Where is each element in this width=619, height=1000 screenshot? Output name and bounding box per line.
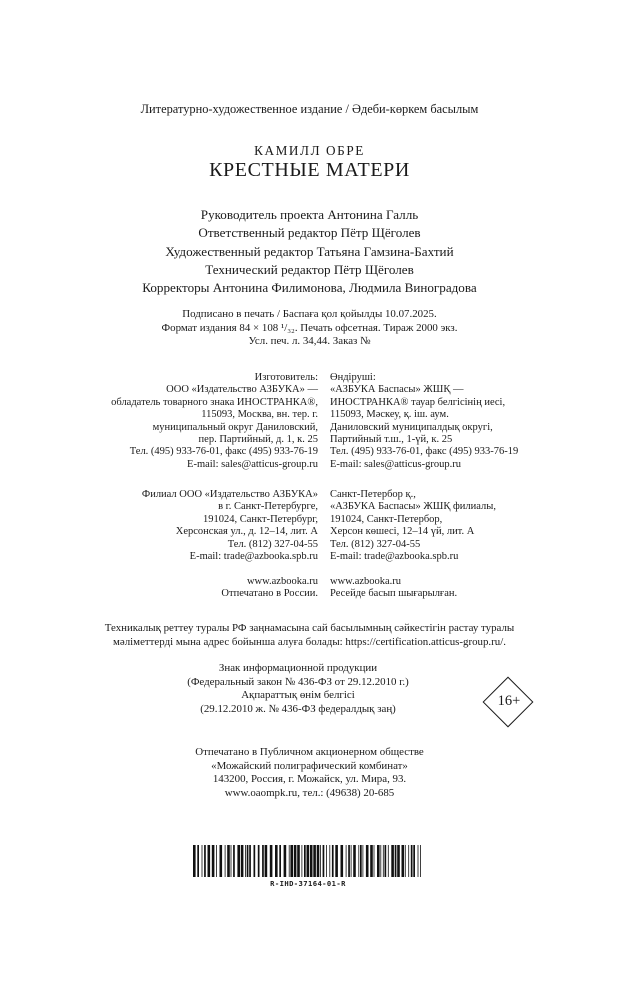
barcode-bar <box>193 845 196 877</box>
barcode-bar <box>413 845 415 877</box>
barcode-bar <box>258 845 260 877</box>
branch-kz-line: 191024, Санкт-Петербор, <box>330 513 443 525</box>
author-name: КАМИЛЛ ОБРЕ <box>254 143 365 158</box>
barcode-bar <box>402 845 405 877</box>
barcode-bar <box>208 845 211 877</box>
barcode-bar <box>304 845 306 877</box>
barcode-bar <box>279 845 281 877</box>
barcode-bar <box>420 845 421 877</box>
barcode-bar <box>254 845 256 877</box>
branch-ru-line: Филиал ООО «Издательство АЗБУКА» <box>141 489 318 500</box>
barcode-bar <box>323 845 325 877</box>
barcode-bar <box>326 845 327 877</box>
credit-line: Корректоры Антонина Филимонова, Людмила Виноградова <box>142 280 477 296</box>
manufacturer-ru-line: пер. Партийный, д. 1, к. 25 <box>198 434 318 446</box>
barcode-bar <box>220 845 223 877</box>
info-product-mark <box>120 662 476 716</box>
barcode-bar <box>212 845 215 877</box>
barcode-bar <box>348 845 350 877</box>
barcode-bar <box>335 845 338 877</box>
print-info-line: Усл. печ. л. 34,44. Заказ № <box>248 335 371 347</box>
manufacturer-ru-line: Изготовитель: <box>254 372 318 383</box>
barcode-bar <box>397 845 400 877</box>
barcode-bar <box>275 845 278 877</box>
barcode-bar <box>363 845 364 877</box>
barcode-bar <box>289 845 290 877</box>
barcode-bar <box>270 845 273 877</box>
branch-kz-line: Санкт-Петербор қ., <box>330 489 416 500</box>
printer-info <box>0 746 619 801</box>
manufacturer-kz-line: Партийный т.ш., 1-үй, к. 25 <box>330 434 453 446</box>
branch-ru <box>142 489 318 563</box>
barcode-bar <box>383 845 384 877</box>
barcode-bar <box>302 845 303 877</box>
credit-line: Художественный редактор Татьяна Гамзина-Бахтий <box>165 243 454 259</box>
barcode-bar <box>391 845 394 877</box>
barcode-icon <box>193 845 423 877</box>
age-rating-text: 16+ <box>497 693 521 709</box>
barcode-bar <box>341 845 344 877</box>
barcode-bar <box>307 845 310 877</box>
branch-ru-line: 191024, Санкт-Петербург, <box>202 513 318 525</box>
barcode-bar <box>262 845 264 877</box>
barcode-bar <box>374 845 375 877</box>
branch-kz-email: E-mail: trade@azbooka.spb.ru <box>330 551 459 563</box>
credit-line: Ответственный редактор Пётр Щёголев <box>198 225 421 241</box>
barcode-bar <box>204 845 206 877</box>
branch-kz-line: Тел. (812) 327-04-55 <box>330 538 421 550</box>
credit-line: Руководитель проекта Антонина Галль <box>200 207 419 222</box>
barcode-bar <box>405 845 406 877</box>
barcode-bar <box>385 845 387 877</box>
info-mark-line: (Федеральный закон № 436-ФЗ от 29.12.2010 г.) <box>187 675 409 688</box>
barcode-bar <box>290 845 293 877</box>
barcode-bar <box>249 845 251 877</box>
manufacturer-ru <box>111 372 318 471</box>
manufacturer-ru-line: ООО «Издательство АЗБУКА» — <box>166 384 318 396</box>
manufacturer-ru-line: 115093, Москва, вн. тер. г. <box>201 409 318 421</box>
barcode-bar <box>241 845 244 877</box>
printed-in-ru: Отпечатано в России. <box>221 588 318 600</box>
barcode-bar <box>418 845 419 877</box>
barcode-bar <box>395 845 397 877</box>
barcode-bar <box>320 845 321 877</box>
barcode-bar <box>245 845 246 877</box>
branch-ru-line: в г. Санкт-Петербурге, <box>218 501 318 513</box>
barcode-bar <box>231 845 232 877</box>
barcode-bar <box>197 845 199 877</box>
printed-in-kz: Ресейде басып шығарылған. <box>330 588 458 600</box>
tech-regulation-note <box>0 622 619 649</box>
manufacturer-ru-line: Тел. (495) 933-76-01, факс (495) 933-76-19 <box>129 446 318 458</box>
print-info-line: Подписано в печать / Баспаға қол қойылды 10.07.2025. <box>182 308 437 320</box>
branch-kz <box>330 489 496 563</box>
barcode-bar <box>408 845 409 877</box>
credits-block <box>0 206 619 297</box>
tech-regulation-line: мәліметтерді мына адрес бойынша алуға болады: https://certification.atticus-group.ru/. <box>113 635 506 648</box>
info-mark-line: Ақпараттық өнім белгісі <box>241 689 355 701</box>
barcode-bar <box>284 845 287 877</box>
footer-kz <box>330 576 457 601</box>
barcode-bar <box>247 845 249 877</box>
barcode-bar <box>353 845 356 877</box>
barcode-bar <box>346 845 347 877</box>
barcode-bar <box>411 845 413 877</box>
manufacturer-kz-line: Өндіруші: <box>330 372 376 383</box>
barcode-bar <box>388 845 389 877</box>
manufacturer-ru-line: обладатель товарного знака ИНОСТРАНКА®, <box>111 396 318 408</box>
barcode-bar <box>329 845 330 877</box>
printer-line: www.oaompk.ru, тел.: (49638) 20-685 <box>224 787 395 800</box>
barcode-bar <box>233 845 235 877</box>
print-info-line: Формат издания 84 × 108 ¹/₃₂. Печать офсетная. Тираж 2000 экз. <box>161 321 458 334</box>
age-rating-badge <box>482 676 536 730</box>
branch-ru-line: Херсонская ул., д. 12–14, лит. А <box>175 526 318 538</box>
barcode-bar <box>297 845 300 877</box>
branch-kz-line: Херсон көшесі, 12–14 үй, лит. А <box>330 526 475 538</box>
barcode-bar <box>216 845 217 877</box>
barcode-bar <box>366 845 369 877</box>
manufacturer-kz-line: Тел. (495) 933-76-01, факс (495) 933-76-19 <box>330 446 519 458</box>
barcode-bar <box>313 845 316 877</box>
printer-line: Отпечатано в Публичном акционерном обществе <box>195 746 424 758</box>
website-ru: www.azbooka.ru <box>246 576 318 587</box>
barcode-bar <box>227 845 230 877</box>
edition-type: Литературно-художественное издание / Әдеби-көркем басылым <box>140 102 479 116</box>
info-mark-line: (29.12.2010 ж. № 436-ФЗ федералдық заң) <box>200 702 396 715</box>
tech-regulation-line: Техникалық реттеу туралы РФ заңнамасына сай басылымның сәйкестігін растау туралы <box>104 622 515 634</box>
manufacturer-kz-line: Даниловский муниципалдық округі, <box>330 421 493 433</box>
barcode-bar <box>294 845 297 877</box>
book-title: КРЕСТНЫЕ МАТЕРИ <box>209 159 410 181</box>
manufacturer-kz <box>330 372 518 471</box>
barcode-code: R-IHD-37164-01-R <box>270 879 346 888</box>
branch-ru-email: E-mail: trade@azbooka.spb.ru <box>189 551 318 563</box>
barcode-bar <box>237 845 240 877</box>
printer-line: 143200, Россия, г. Можайск, ул. Мира, 93. <box>212 773 407 786</box>
manufacturer-kz-line: ИНОСТРАНКА® тауар белгісінің иесі, <box>330 396 506 408</box>
website-kz: www.azbooka.ru <box>330 576 402 587</box>
info-mark-line: Знак информационной продукции <box>218 662 378 674</box>
print-info <box>0 308 619 349</box>
barcode-bar <box>225 845 226 877</box>
barcode-bar <box>380 845 381 877</box>
barcode-bar <box>370 845 373 877</box>
barcode-bar <box>202 845 203 877</box>
barcode-bar <box>358 845 359 877</box>
printer-line: «Можайский полиграфический комбинат» <box>211 759 408 772</box>
credit-line: Технический редактор Пётр Щёголев <box>205 261 414 277</box>
footer-ru <box>221 576 318 601</box>
barcode-bar <box>317 845 320 877</box>
barcode-bar <box>360 845 362 877</box>
barcode-bar <box>377 845 380 877</box>
manufacturer-kz-line: «АЗБУКА Баспасы» ЖШҚ — <box>330 384 464 396</box>
manufacturer-ru-email: E-mail: sales@atticus-group.ru <box>187 458 318 470</box>
manufacturer-kz-email: E-mail: sales@atticus-group.ru <box>330 458 461 470</box>
manufacturer-kz-line: 115093, Мәскеу, қ. іш. аум. <box>330 409 449 421</box>
barcode-bar <box>351 845 352 877</box>
branch-ru-line: Тел. (812) 327-04-55 <box>227 538 318 550</box>
barcode-bar <box>265 845 268 877</box>
branch-kz-line: «АЗБУКА Баспасы» ЖШҚ филиалы, <box>330 501 496 513</box>
barcode-bar <box>332 845 334 877</box>
barcode-bar <box>310 845 313 877</box>
manufacturer-ru-line: муниципальный округ Даниловский, <box>152 421 318 433</box>
